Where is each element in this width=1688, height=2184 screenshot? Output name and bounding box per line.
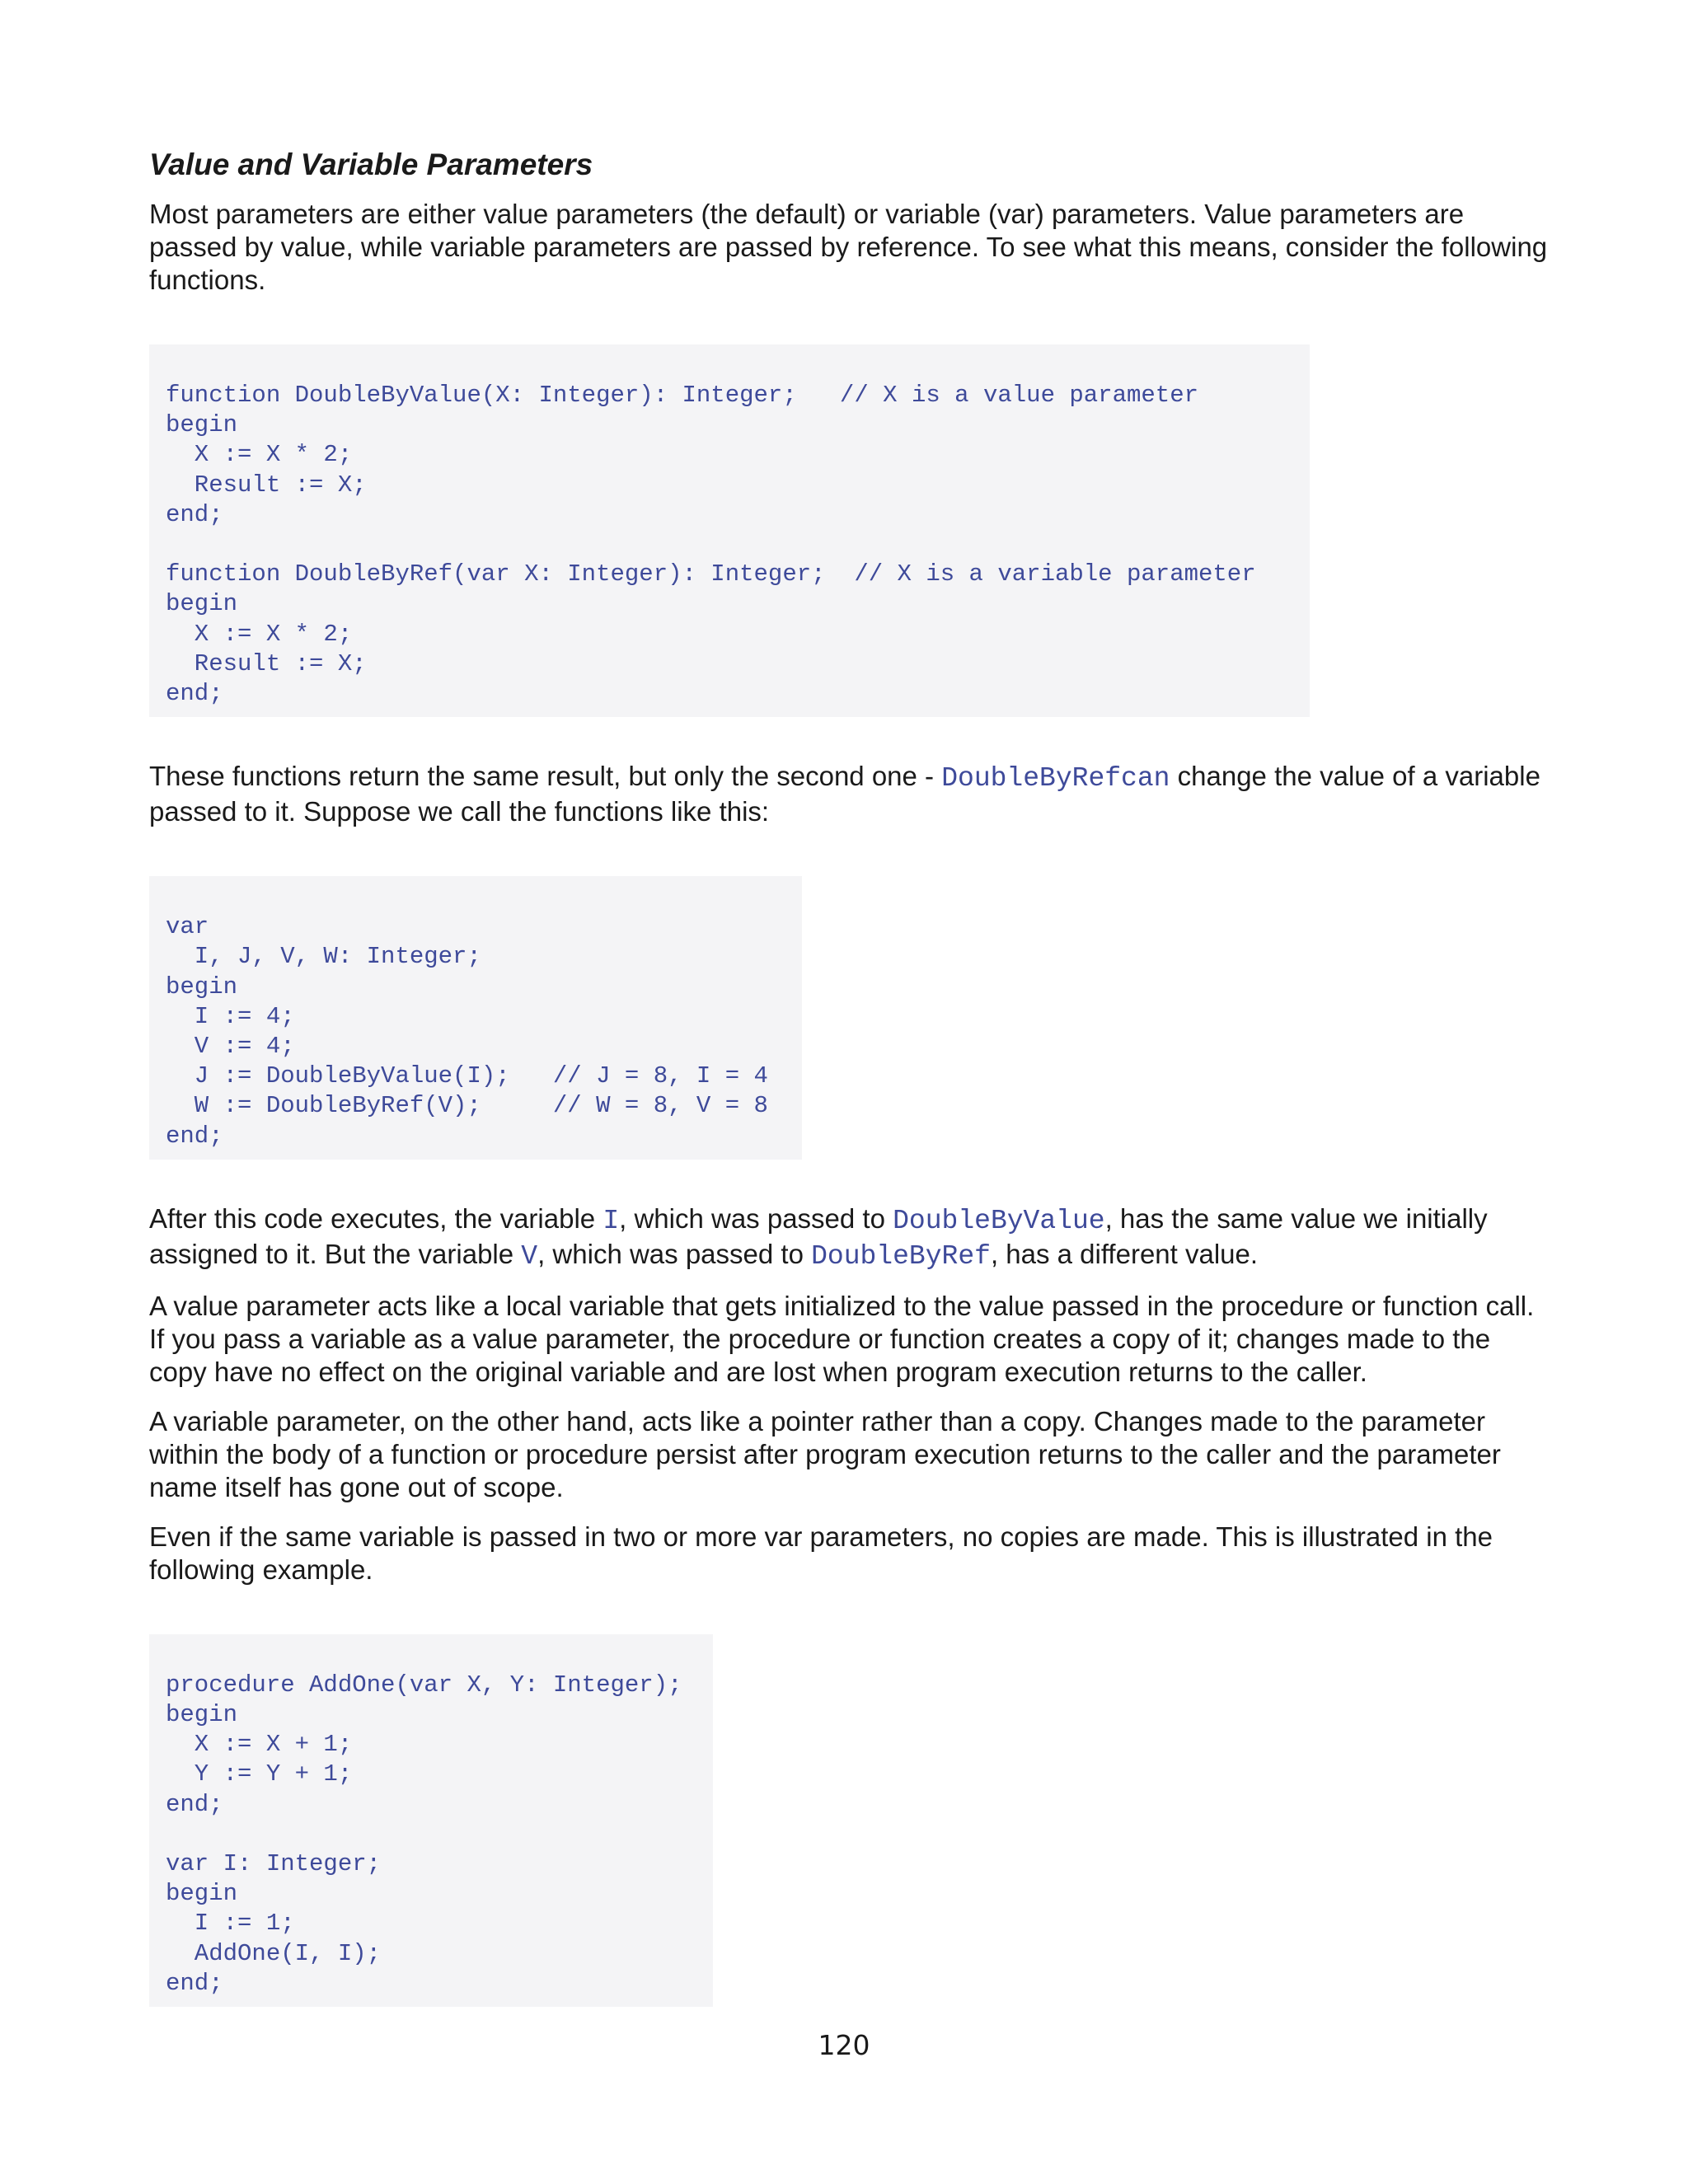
code-text: var I, J, V, W: Integer; begin I := 4; V := 4; J := DoubleByValue(I); // J = 8, I = 4 W := DoubleByRef(V); // W = 8, V = 8 end; — [166, 913, 768, 1150]
code-block-call-example — [149, 876, 802, 1160]
inline-code: DoubleByRefcan — [941, 763, 1170, 794]
text-segment: , which was passed to — [619, 1202, 893, 1234]
code-block-double-functions — [149, 344, 1310, 717]
intro-paragraph: Most parameters are either value parameters (the default) or variable (var) parameters. Value parameters are passed by value, while variable parameters are passed by reference. To see what this means, consider the following functions. — [149, 199, 1548, 295]
section-title: Value and Variable Parameters — [149, 148, 593, 181]
code-text: procedure AddOne(var X, Y: Integer); begin X := X + 1; Y := Y + 1; end; var I: Integer; begin I := 1; AddOne(I, I); end; — [166, 1671, 682, 1997]
inline-code: DoubleByRef — [811, 1240, 991, 1272]
inline-code: DoubleByValue — [893, 1205, 1105, 1236]
text-segment: These functions return the same result, but only the second one - — [149, 761, 942, 792]
text-segment: , which was passed to — [537, 1238, 812, 1269]
code-text: function DoubleByValue(X: Integer): Integer; // X is a value parameter begin X := X * 2; Result := X; end; function DoubleByRef(var X: Integer): Integer; // X is a variable parameter begin X := X * 2; Result := X; end; — [166, 382, 1256, 708]
text-segment: After this code executes, the variable — [149, 1202, 603, 1234]
page-number: 120 — [818, 2029, 870, 2061]
inline-code: V — [521, 1240, 538, 1272]
text-segment: , has a different value. — [990, 1238, 1259, 1269]
text-segment: change the value of a variable passed to it. Suppose we call the functions like this: — [149, 761, 1540, 827]
paragraph-variable-parameter: A variable parameter, on the other hand, acts like a pointer rather than a copy. Changes made to the parameter within the body of a function or procedure persist after program execution returns to the caller and the parameter name itself has gone out of scope. — [149, 1405, 1501, 1502]
paragraph-value-parameter: A value parameter acts like a local variable that gets initialized to the value passed in the procedure or function call. If you pass a variable as a value parameter, the procedure or function creates a copy of it; changes made to the copy have no effect on the original variable and are lost when program execution returns to the caller. — [149, 1290, 1535, 1387]
text-segment: , has the same value we initially assigned to it. But the variable — [149, 1202, 1488, 1269]
paragraph-no-copies: Even if the same variable is passed in two or more var parameters, no copies are made. This is illustrated in the following example. — [149, 1521, 1493, 1585]
page-content — [149, 147, 1550, 2050]
code-block-addone-example — [149, 1634, 713, 2007]
paragraph-functions-result — [149, 760, 1550, 828]
paragraph-after-execution — [149, 1202, 1550, 1273]
inline-code: I — [603, 1205, 620, 1236]
